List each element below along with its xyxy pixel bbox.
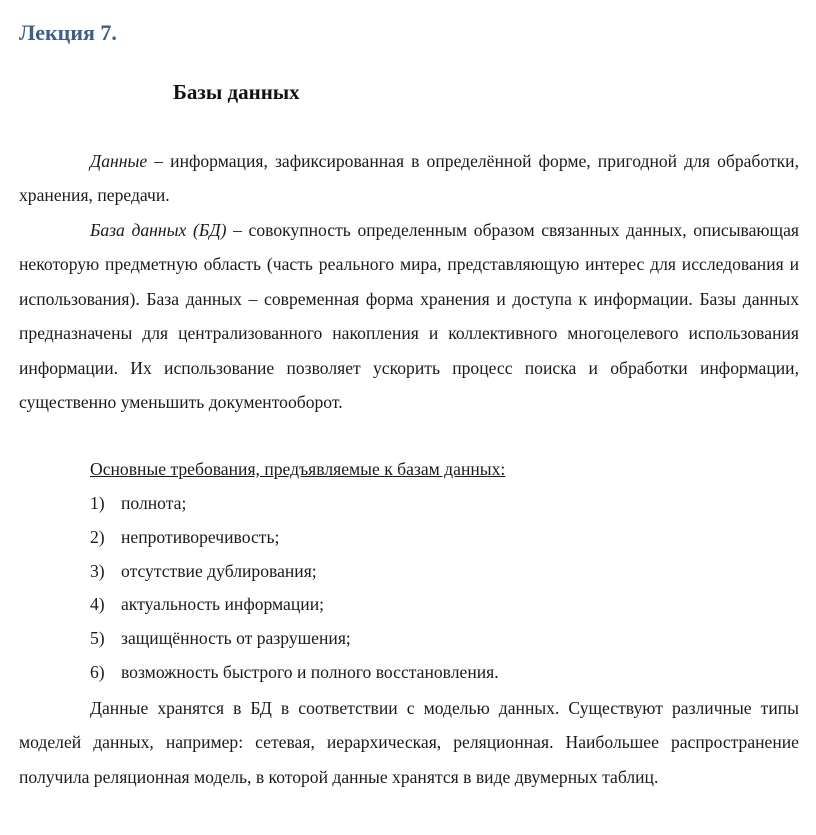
list-item-text: полнота; — [121, 493, 187, 513]
list-item-number: 1) — [90, 493, 105, 513]
closing-paragraph: Данные хранятся в БД в соответствии с моделью данных. Существуют различные типы моделей данных, например: сетевая, иерархическая, реляционная. Наибольшее распространение получила реляционная модель, в которой данные хранятся в виде двумерных таблиц. — [19, 698, 799, 787]
list-item-number: 3) — [90, 560, 105, 581]
requirements-heading: Основные требования, предъявляемые к базам данных: — [90, 459, 506, 479]
list-item-text: отсутствие дублирования; — [121, 560, 317, 581]
list-item-number: 5) — [90, 628, 105, 649]
requirements-list — [90, 487, 499, 690]
term-data: Данные — [90, 151, 148, 171]
list-item — [90, 622, 499, 656]
lecture-number: Лекция 7. — [19, 20, 117, 45]
definition-data-text: – информация, зафиксированная в определённой форме, пригодной для обработки, хранения, передачи. — [19, 151, 799, 206]
page-title: Базы данных — [173, 80, 300, 104]
list-item — [90, 656, 499, 690]
list-item-text: непротиворечивость; — [121, 526, 280, 547]
list-item — [90, 521, 499, 555]
list-item — [90, 588, 499, 622]
list-item-text: актуальность информации; — [121, 594, 324, 615]
list-item-number: 4) — [90, 594, 105, 615]
list-item — [90, 487, 499, 521]
list-item-number: 6) — [90, 661, 105, 682]
definition-database-text: – совокупность определенным образом связанных данных, описывающая некоторую предметную область (часть реального мира, представляющую интерес для исследования и использования). База данных – современная форма хранения и доступа к информации. Базы данных предназначены для централизованного накопления и коллективного многоцелевого использования информации. Их использование позволяет ускорить процесс поиска и обработки информации, существенно уменьшить документооборот. — [19, 220, 800, 413]
list-item — [90, 555, 499, 589]
list-item-number: 2) — [90, 526, 105, 547]
list-item-text: возможность быстрого и полного восстановления. — [121, 661, 499, 682]
definition-database — [19, 213, 799, 419]
list-item-text: защищённость от разрушения; — [121, 628, 351, 649]
definition-data — [19, 144, 799, 213]
term-database: База данных (БД) — [90, 220, 227, 240]
